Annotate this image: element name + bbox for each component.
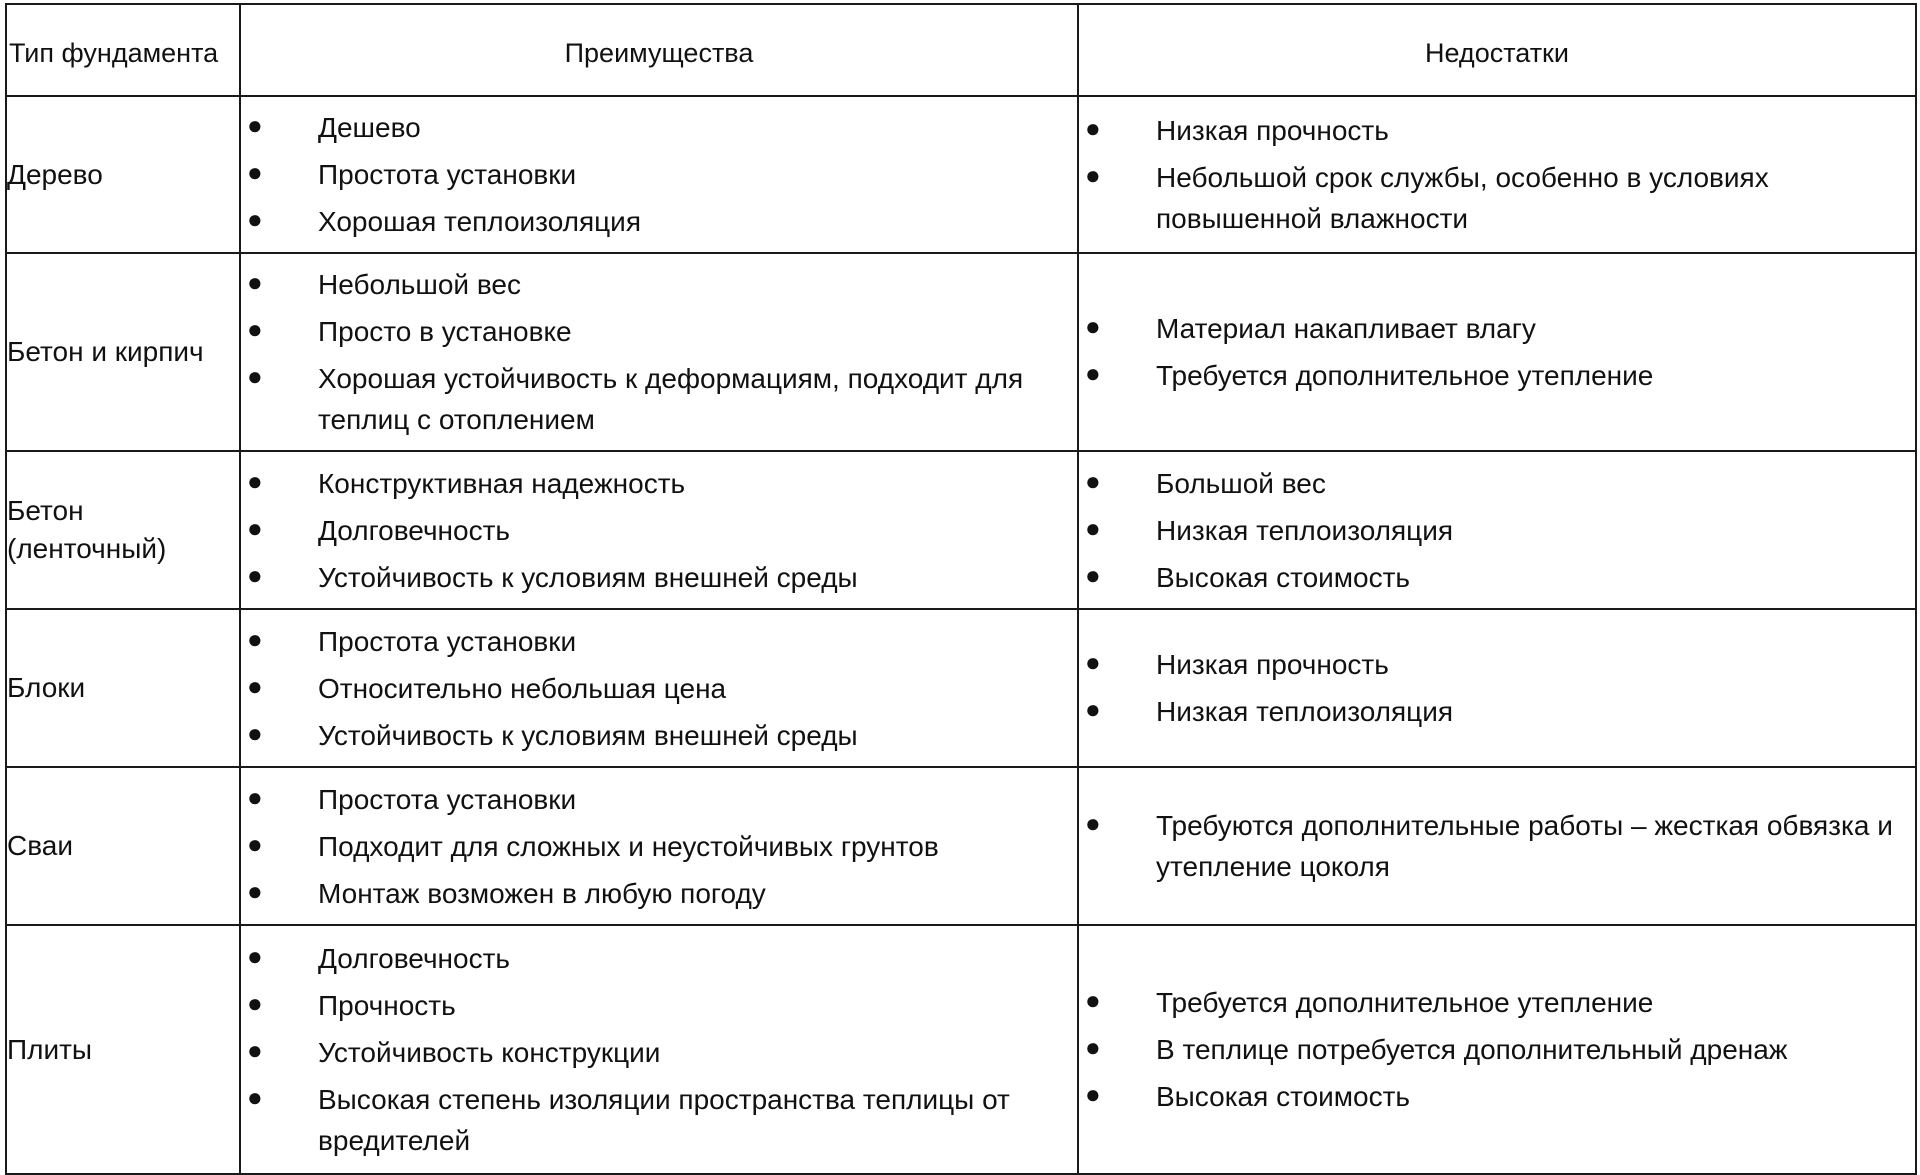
bullet-icon: ● xyxy=(1085,694,1101,724)
list-item xyxy=(1079,1076,1915,1117)
foundation-comparison-table xyxy=(5,3,1917,1175)
advantages-cell xyxy=(240,609,1078,767)
list-item xyxy=(1079,557,1915,598)
advantage-text: Небольшой вес xyxy=(318,269,521,300)
list-item xyxy=(241,715,1077,756)
advantage-text: Относительно небольшая цена xyxy=(318,672,727,704)
advantage-text: Простота установки xyxy=(318,625,577,657)
foundation-type-cell: Бетон (ленточный) xyxy=(6,451,240,609)
advantages-list xyxy=(241,769,1077,924)
bullet-icon: ● xyxy=(247,941,263,971)
bullet-icon: ● xyxy=(1085,559,1101,590)
list-item xyxy=(241,668,1077,709)
bullet-icon: ● xyxy=(1085,1079,1101,1109)
bullet-icon: ● xyxy=(247,875,263,906)
advantage-text: Подходит для сложных и неустойчивых грунтов xyxy=(318,830,939,862)
disadvantage-text: Небольшой срок службы, особенно в условиях повышенной влажности xyxy=(1156,162,1769,234)
advantage-text: Монтаж возможен в любую погоду xyxy=(318,877,766,909)
disadvantages-cell xyxy=(1078,253,1916,451)
foundation-type-cell: Бетон и кирпич xyxy=(6,253,240,451)
disadvantage-text: Высокая стоимость xyxy=(1156,1081,1411,1112)
disadvantages-list xyxy=(1079,100,1915,249)
disadvantages-cell xyxy=(1078,96,1916,253)
table-row xyxy=(6,767,1916,925)
list-item xyxy=(241,510,1077,551)
disadvantages-list xyxy=(1079,453,1915,608)
advantages-cell xyxy=(240,767,1078,925)
list-item xyxy=(241,938,1077,979)
header-disadvantages: Недостатки xyxy=(1078,4,1916,96)
disadvantage-text: В теплице потребуется дополнительный дренаж xyxy=(1156,1034,1788,1065)
advantages-cell xyxy=(240,96,1078,253)
disadvantages-cell xyxy=(1078,451,1916,609)
bullet-icon: ● xyxy=(1085,113,1101,143)
list-item xyxy=(1079,463,1915,504)
table-row xyxy=(6,925,1916,1174)
disadvantage-text: Требуется дополнительное утепление xyxy=(1156,360,1654,391)
advantage-text: Хорошая теплоизоляция xyxy=(318,206,641,237)
list-item xyxy=(1079,805,1915,887)
list-item xyxy=(241,311,1077,352)
disadvantages-cell xyxy=(1078,767,1916,925)
bullet-icon: ● xyxy=(247,1035,263,1065)
advantages-list xyxy=(241,928,1077,1171)
bullet-icon: ● xyxy=(1085,985,1101,1015)
advantage-text: Долговечность xyxy=(318,943,510,974)
foundation-type-cell: Плиты xyxy=(6,925,240,1174)
list-item xyxy=(241,779,1077,820)
bullet-icon: ● xyxy=(1085,647,1101,677)
disadvantage-text: Материал накапливает влагу xyxy=(1156,313,1536,344)
list-item xyxy=(241,154,1077,195)
list-item xyxy=(241,557,1077,598)
foundation-type-cell: Сваи xyxy=(6,767,240,925)
bullet-icon: ● xyxy=(247,267,263,297)
list-item xyxy=(1079,644,1915,685)
disadvantages-cell xyxy=(1078,925,1916,1174)
table-row xyxy=(6,609,1916,767)
disadvantage-text: Низкая теплоизоляция xyxy=(1156,696,1454,727)
disadvantage-text: Низкая теплоизоляция xyxy=(1156,514,1454,546)
bullet-icon: ● xyxy=(247,781,263,812)
bullet-icon: ● xyxy=(247,988,263,1018)
advantage-text: Конструктивная надежность xyxy=(318,467,686,499)
bullet-icon: ● xyxy=(247,110,263,140)
list-item xyxy=(1079,157,1915,239)
advantage-text: Прочность xyxy=(318,990,456,1021)
bullet-icon: ● xyxy=(247,314,263,344)
bullet-icon: ● xyxy=(1085,512,1101,543)
list-item xyxy=(241,358,1077,440)
bullet-icon: ● xyxy=(247,157,263,187)
list-item xyxy=(1079,982,1915,1023)
disadvantage-text: Требуются дополнительные работы – жесткая обвязка и утепление цоколя xyxy=(1156,810,1893,882)
list-item xyxy=(241,107,1077,148)
advantage-text: Дешево xyxy=(318,112,421,143)
disadvantage-text: Низкая прочность xyxy=(1156,649,1389,680)
table-row xyxy=(6,451,1916,609)
disadvantage-text: Большой вес xyxy=(1156,467,1326,499)
foundation-type-cell: Блоки xyxy=(6,609,240,767)
bullet-icon: ● xyxy=(247,361,263,391)
advantage-text: Просто в установке xyxy=(318,316,572,347)
bullet-icon: ● xyxy=(1085,358,1101,388)
bullet-icon: ● xyxy=(247,465,263,496)
bullet-icon: ● xyxy=(247,717,263,748)
disadvantages-list xyxy=(1079,972,1915,1127)
advantage-text: Устойчивость конструкции xyxy=(318,1037,661,1068)
advantage-text: Устойчивость к условиям внешней среды xyxy=(318,561,858,593)
list-item xyxy=(241,1032,1077,1073)
disadvantages-list xyxy=(1079,634,1915,742)
list-item xyxy=(1079,355,1915,396)
list-item xyxy=(1079,110,1915,151)
advantage-text: Долговечность xyxy=(318,514,510,546)
header-advantages: Преимущества xyxy=(240,4,1078,96)
list-item xyxy=(1079,308,1915,349)
list-item xyxy=(241,826,1077,867)
advantages-list xyxy=(241,453,1077,608)
disadvantages-list xyxy=(1079,795,1915,897)
bullet-icon: ● xyxy=(1085,1032,1101,1062)
list-item xyxy=(241,264,1077,305)
foundation-type-cell: Дерево xyxy=(6,96,240,253)
disadvantages-list xyxy=(1079,298,1915,406)
advantage-text: Высокая степень изоляции пространства теплицы от вредителей xyxy=(318,1084,1010,1156)
bullet-icon: ● xyxy=(247,512,263,543)
disadvantage-text: Требуется дополнительное утепление xyxy=(1156,987,1654,1018)
advantages-cell xyxy=(240,253,1078,451)
list-item xyxy=(241,985,1077,1026)
bullet-icon: ● xyxy=(247,623,263,654)
advantage-text: Простота установки xyxy=(318,783,577,815)
table-body xyxy=(6,96,1916,1174)
bullet-icon: ● xyxy=(247,828,263,859)
list-item xyxy=(1079,691,1915,732)
bullet-icon: ● xyxy=(1085,465,1101,496)
bullet-icon: ● xyxy=(247,204,263,234)
list-item xyxy=(241,201,1077,242)
advantage-text: Простота установки xyxy=(318,159,577,190)
bullet-icon: ● xyxy=(1085,160,1101,190)
advantage-text: Устойчивость к условиям внешней среды xyxy=(318,719,858,751)
header-row xyxy=(6,4,1916,96)
header-type: Тип фундамента xyxy=(6,4,240,96)
advantages-list xyxy=(241,254,1077,450)
bullet-icon: ● xyxy=(1085,311,1101,341)
advantage-text: Хорошая устойчивость к деформациям, подходит для теплиц с отоплением xyxy=(318,363,1024,435)
list-item xyxy=(1079,510,1915,551)
list-item xyxy=(241,621,1077,662)
advantages-cell xyxy=(240,451,1078,609)
list-item xyxy=(241,873,1077,914)
advantages-list xyxy=(241,97,1077,252)
list-item xyxy=(1079,1029,1915,1070)
bullet-icon: ● xyxy=(247,670,263,701)
list-item xyxy=(241,1079,1077,1161)
disadvantages-cell xyxy=(1078,609,1916,767)
advantages-cell xyxy=(240,925,1078,1174)
bullet-icon: ● xyxy=(247,1082,263,1112)
table-row xyxy=(6,253,1916,451)
advantages-list xyxy=(241,611,1077,766)
disadvantage-text: Высокая стоимость xyxy=(1156,561,1411,593)
list-item xyxy=(241,463,1077,504)
bullet-icon: ● xyxy=(247,559,263,590)
table-row xyxy=(6,96,1916,253)
bullet-icon: ● xyxy=(1085,808,1101,838)
disadvantage-text: Низкая прочность xyxy=(1156,115,1389,146)
